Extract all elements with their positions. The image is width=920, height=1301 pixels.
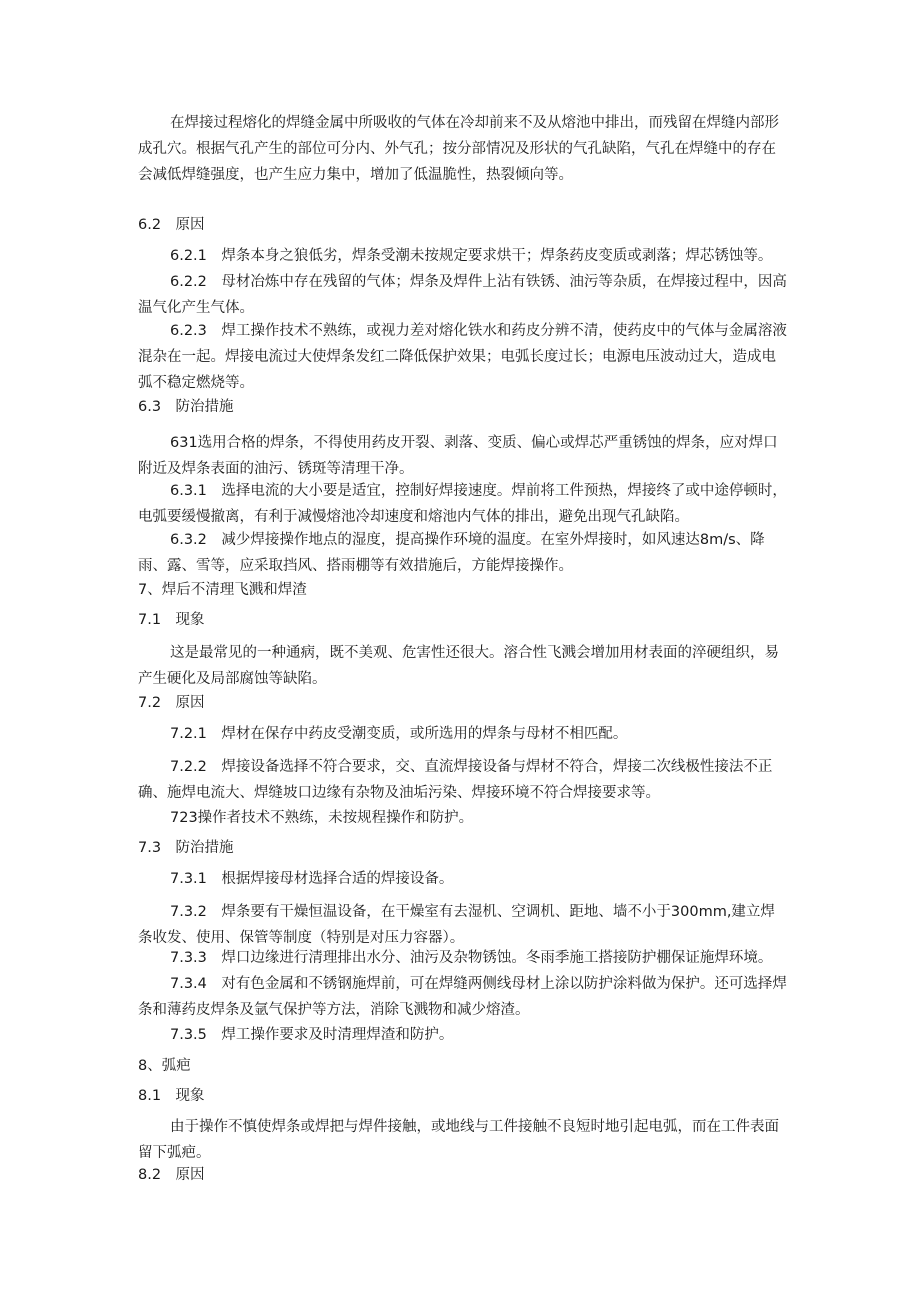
heading-6-2: 6.2 原因 xyxy=(138,217,205,233)
heading-8: 8、弧疤 xyxy=(138,1058,191,1074)
paragraph-7-1: 这是最常见的一种通病，既不美观、危害性还很大。溶合性飞溅会增加用材表面的淬硬组织，易产生硬化及局部腐蚀等缺陷。 xyxy=(138,645,779,687)
paragraph-7-2-1: 7.2.1 焊材在保存中药皮受潮变质，或所选用的焊条与母材不相匹配。 xyxy=(170,726,628,742)
paragraph-6-2-3: 6.2.3 焊工操作技术不熟练，或视力差对熔化铁水和药皮分辨不清，使药皮中的气体与金属溶液混杂在一起。焊接电流过大使焊条发红二降低保护效果；电弧长度过长；电源电压波动过大，造成电弧不稳定燃烧等。 xyxy=(138,323,787,391)
heading-6-3: 6.3 防治措施 xyxy=(138,399,234,415)
heading-7-1: 7.1 现象 xyxy=(138,612,205,628)
paragraph-6-3-1: 6.3.1 选择电流的大小要是适宜，控制好焊接速度。焊前将工件预热，焊接终了或中途停顿时，电弧要缓慢撤离，有利于减慢熔池冷却速度和熔池内气体的排出，避免出现气孔缺陷。 xyxy=(138,483,787,525)
paragraph-6-2-2: 6.2.2 母材冶炼中存在残留的气体；焊条及焊件上沾有铁锈、油污等杂质，在焊接过程中，因高温气化产生气体。 xyxy=(138,274,787,316)
paragraph-7-2-3: 723操作者技术不熟练，未按规程操作和防护。 xyxy=(170,810,474,826)
paragraph-7-3-4: 7.3.4 对有色金属和不锈钢施焊前，可在焊缝两侧线母材上涂以防护涂料做为保护。还可选择焊条和薄药皮焊条及氩气保护等方法，消除飞溅物和减少熔渣。 xyxy=(138,976,787,1018)
paragraph-8-1: 由于操作不慎使焊条或焊把与焊件接触，或地线与工件接触不良短时地引起电弧，而在工件表面留下弧疤。 xyxy=(138,1119,779,1161)
paragraph-6-2-1: 6.2.1 焊条本身之狼低劣，焊条受潮未按规定要求烘干；焊条药皮变质或剥落；焊芯锈蚀等。 xyxy=(170,248,773,264)
heading-7-3: 7.3 防治措施 xyxy=(138,840,234,856)
paragraph-7-3-5: 7.3.5 焊工操作要求及时清理焊渣和防护。 xyxy=(170,1027,454,1043)
paragraph-7-3-1: 7.3.1 根据焊接母材选择合适的焊接设备。 xyxy=(170,871,454,887)
paragraph-porosity-description: 在焊接过程熔化的焊缝金属中所吸收的气体在冷却前来不及从熔池中排出，而残留在焊缝内部形成孔穴。根据气孔产生的部位可分内、外气孔；按分部情况及形状的气孔缺陷，气孔在焊缝中的存在会减低焊缝强度，也产生应力集中，增加了低温脆性，热裂倾向等。 xyxy=(138,115,779,183)
paragraph-7-2-2: 7.2.2 焊接设备选择不符合要求，交、直流焊接设备与焊材不符合，焊接二次线极性接法不正确、施焊电流大、焊缝坡口边缘有杂物及油垢污染、焊接环境不符合焊接要求等。 xyxy=(138,759,773,801)
heading-8-1: 8.1 现象 xyxy=(138,1088,205,1104)
paragraph-7-3-2: 7.3.2 焊条要有干燥恒温设备，在干燥室有去湿机、空调机、距地、墙不小于300mm,建立焊条收发、使用、保管等制度（特别是对压力容器）。 xyxy=(138,904,775,946)
heading-7: 7、焊后不清理飞溅和焊渣 xyxy=(138,582,307,598)
paragraph-6-3-intro: 631选用合格的焊条，不得使用药皮开裂、剥落、变质、偏心或焊芯严重锈蚀的焊条，应对焊口附近及焊条表面的油污、锈斑等清理干净。 xyxy=(138,435,778,477)
paragraph-6-3-2: 6.3.2 减少焊接操作地点的湿度，提高操作环境的温度。在室外焊接时，如风速达8m∕s、降雨、露、雪等，应采取挡风、搭雨棚等有效措施后，方能焊接操作。 xyxy=(138,532,765,574)
heading-7-2: 7.2 原因 xyxy=(138,695,205,711)
paragraph-7-3-3: 7.3.3 焊口边缘进行清理排出水分、油污及杂物锈蚀。冬雨季施工搭接防护棚保证施焊环境。 xyxy=(170,950,773,966)
heading-8-2: 8.2 原因 xyxy=(138,1167,205,1183)
